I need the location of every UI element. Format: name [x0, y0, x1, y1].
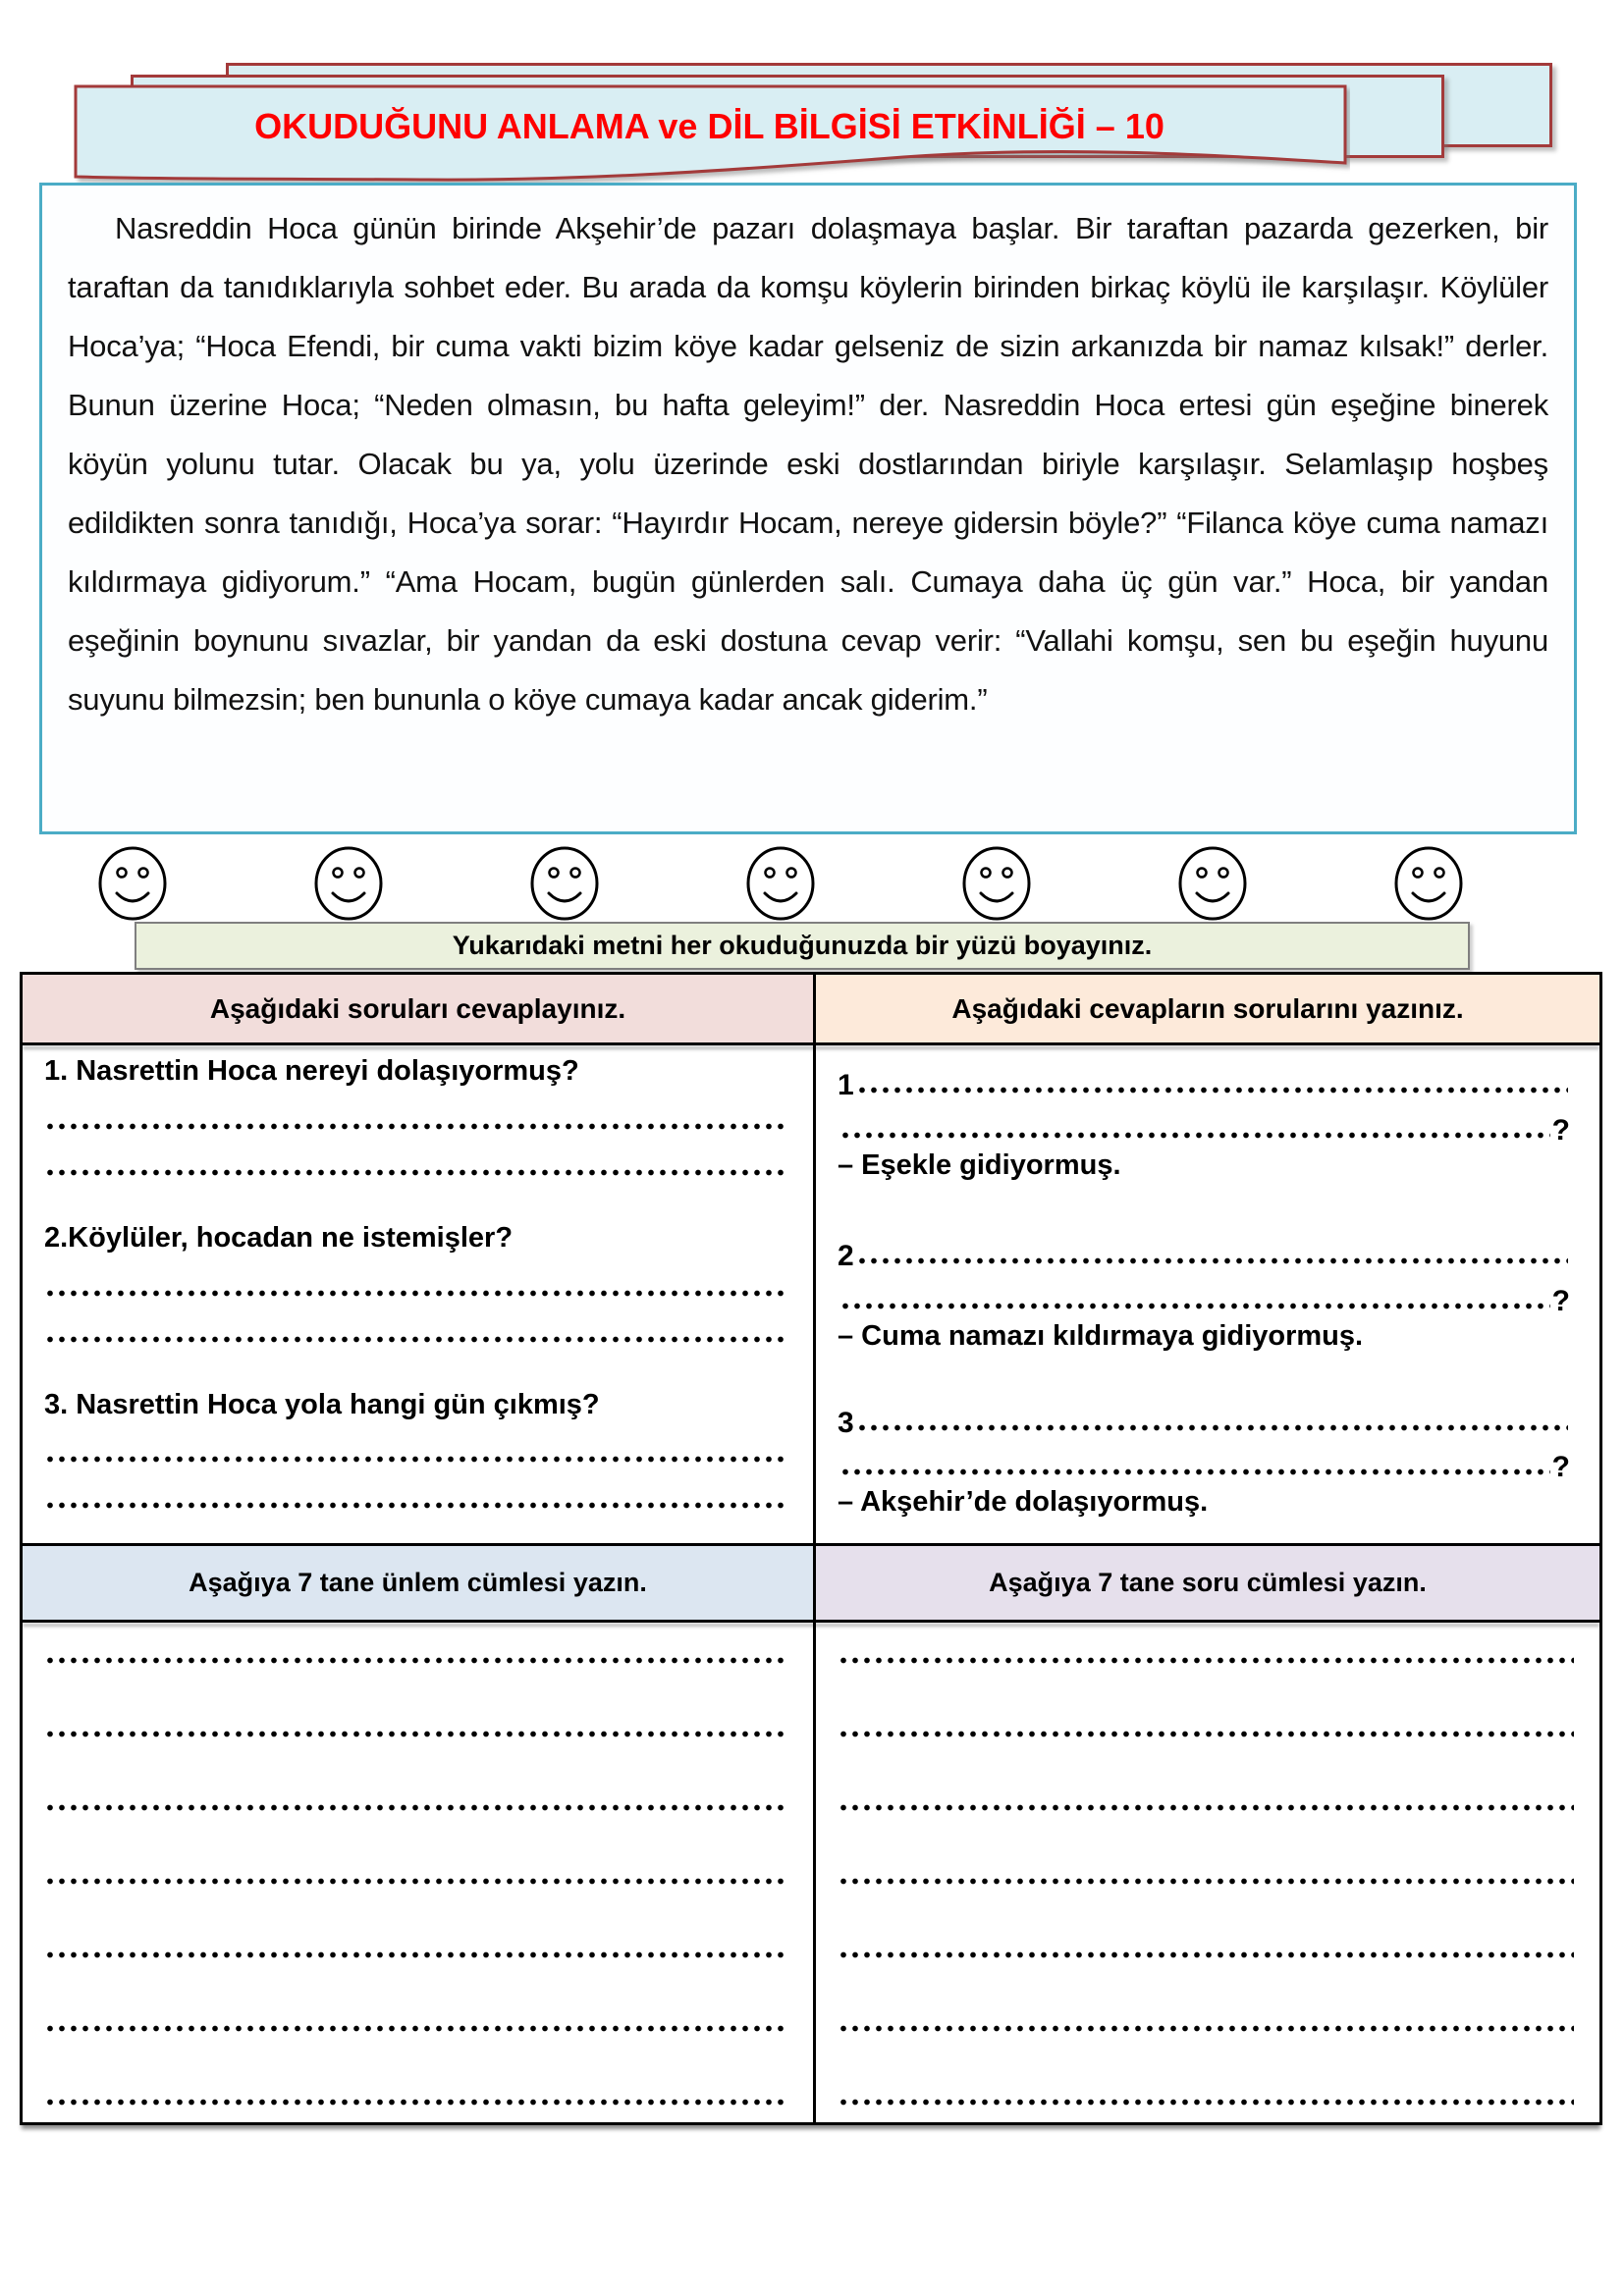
blank-sentence-line[interactable]: [44, 2098, 787, 2107]
questions-cell: [23, 1045, 813, 1543]
answer-line[interactable]: [44, 1168, 787, 1177]
answer-line[interactable]: [44, 1335, 787, 1344]
blank-sentence-line[interactable]: [44, 1803, 787, 1812]
answers-cell: [816, 1045, 1599, 1543]
instruction-banner: [135, 922, 1470, 970]
question-mark: ?: [1551, 1451, 1570, 1483]
question-write-row[interactable]: [838, 1106, 1570, 1148]
question-2: 2.Köylüler, hocadan ne istemişler?: [44, 1222, 514, 1254]
question-mark: ?: [1551, 1114, 1570, 1147]
blank-sentence-line[interactable]: [838, 2098, 1574, 2107]
question-section-header: Aşağıya 7 tane soru cümlesi yazın.: [816, 1546, 1599, 1620]
smiley-face-icon[interactable]: [744, 844, 817, 923]
answer-line[interactable]: [44, 1289, 787, 1298]
story-text: Nasreddin Hoca günün birinde Akşehir’de pazarı dolaşmaya başlar. Bir taraftan pazarda gezerken, bir taraftan da tanıdıklarıyla sohbet eder. Bu arada da komşu köylerin birinden birkaç köylü ile karşılaşır. Köylüler Hoca’ya; “Hoca Efendi, bir cuma vakti bizim köye kadar gelseniz de sizin arkanızda bir namaz kılsak!” derler. Bunun üzerine Hoca; “Neden olmasın, bu hafta geleyim!” der. Nasreddin Hoca ertesi gün eşeğine binerek köyün yolunu tutar. Olacak bu ya, yolu üzerinde eski dostlarından biriyle karşılaşır. Selamlaşıp hoşbeş edildikten sonra tanıdığı, Hoca’ya sorar: “Hayırdır Hocam, nereye gidersin böyle?” “Filanca köye cuma namazı kıldırmaya gidiyorum.” “Ama Hocam, bugün günlerden salı. Cumaya daha üç gün var.” Hoca, bir yandan eşeğinin boynunu sıvazlar, bir yandan da eski dostuna cevap verir: “Vallahi komşu, sen bu eşeğin huyunu suyunu bilmezsin; ben bununla o köye cumaya kadar ancak giderim.”: [68, 211, 1548, 717]
questions-header: Aşağıdaki soruları cevaplayınız.: [23, 975, 813, 1042]
blank-sentence-line[interactable]: [838, 1950, 1574, 1959]
qa-table: [20, 972, 1602, 2125]
question-write-row[interactable]: [838, 1061, 1570, 1102]
blank-sentence-line[interactable]: [44, 1656, 787, 1665]
question-write-row[interactable]: [838, 1232, 1570, 1273]
blank-sentence-line[interactable]: [838, 1656, 1574, 1665]
item-number: 2: [838, 1240, 854, 1272]
given-answer-3: – Akşehir’de dolaşıyormuş.: [838, 1486, 1209, 1518]
item-number: 3: [838, 1407, 854, 1439]
blank-sentence-line[interactable]: [838, 2024, 1574, 2033]
exclamation-section-header: Aşağıya 7 tane ünlem cümlesi yazın.: [23, 1546, 813, 1620]
blank-sentence-line[interactable]: [838, 1730, 1574, 1738]
question-1: 1. Nasrettin Hoca nereyi dolaşıyormuş?: [44, 1055, 579, 1087]
question-write-cell: [816, 1623, 1599, 2125]
answer-line[interactable]: [44, 1455, 787, 1464]
question-mark: ?: [1551, 1285, 1570, 1317]
question-3: 3. Nasrettin Hoca yola hangi gün çıkmış?: [44, 1389, 600, 1420]
title-banner: [74, 84, 1350, 192]
story-box: [39, 183, 1577, 834]
question-write-row[interactable]: [838, 1277, 1570, 1318]
question-write-row[interactable]: [838, 1443, 1570, 1484]
blank-sentence-line[interactable]: [44, 1877, 787, 1886]
smiley-face-icon[interactable]: [960, 844, 1033, 923]
smiley-face-icon[interactable]: [528, 844, 601, 923]
answer-line[interactable]: [44, 1501, 787, 1510]
blank-sentence-line[interactable]: [44, 1730, 787, 1738]
exclamation-write-cell: [23, 1623, 813, 2125]
answer-line[interactable]: [44, 1122, 787, 1131]
blank-sentence-line[interactable]: [838, 1803, 1574, 1812]
write-questions-header: Aşağıdaki cevapların sorularını yazınız.: [816, 975, 1599, 1042]
blank-sentence-line[interactable]: [838, 1877, 1574, 1886]
instruction-text: Yukarıdaki metni her okuduğunuzda bir yüzü boyayınız.: [452, 931, 1153, 960]
page-title: OKUDUĞUNU ANLAMA ve DİL BİLGİSİ ETKİNLİĞİ – 10: [254, 106, 1164, 146]
smiley-face-icon[interactable]: [1392, 844, 1465, 923]
item-number: 1: [838, 1069, 854, 1101]
smiley-row: [96, 842, 1465, 923]
smiley-face-icon[interactable]: [96, 844, 169, 923]
blank-sentence-line[interactable]: [44, 2024, 787, 2033]
smiley-face-icon[interactable]: [1176, 844, 1249, 923]
smiley-face-icon[interactable]: [312, 844, 385, 923]
given-answer-1: – Eşekle gidiyormuş.: [838, 1149, 1121, 1181]
question-write-row[interactable]: [838, 1399, 1570, 1440]
blank-sentence-line[interactable]: [44, 1950, 787, 1959]
given-answer-2: – Cuma namazı kıldırmaya gidiyormuş.: [838, 1320, 1364, 1352]
